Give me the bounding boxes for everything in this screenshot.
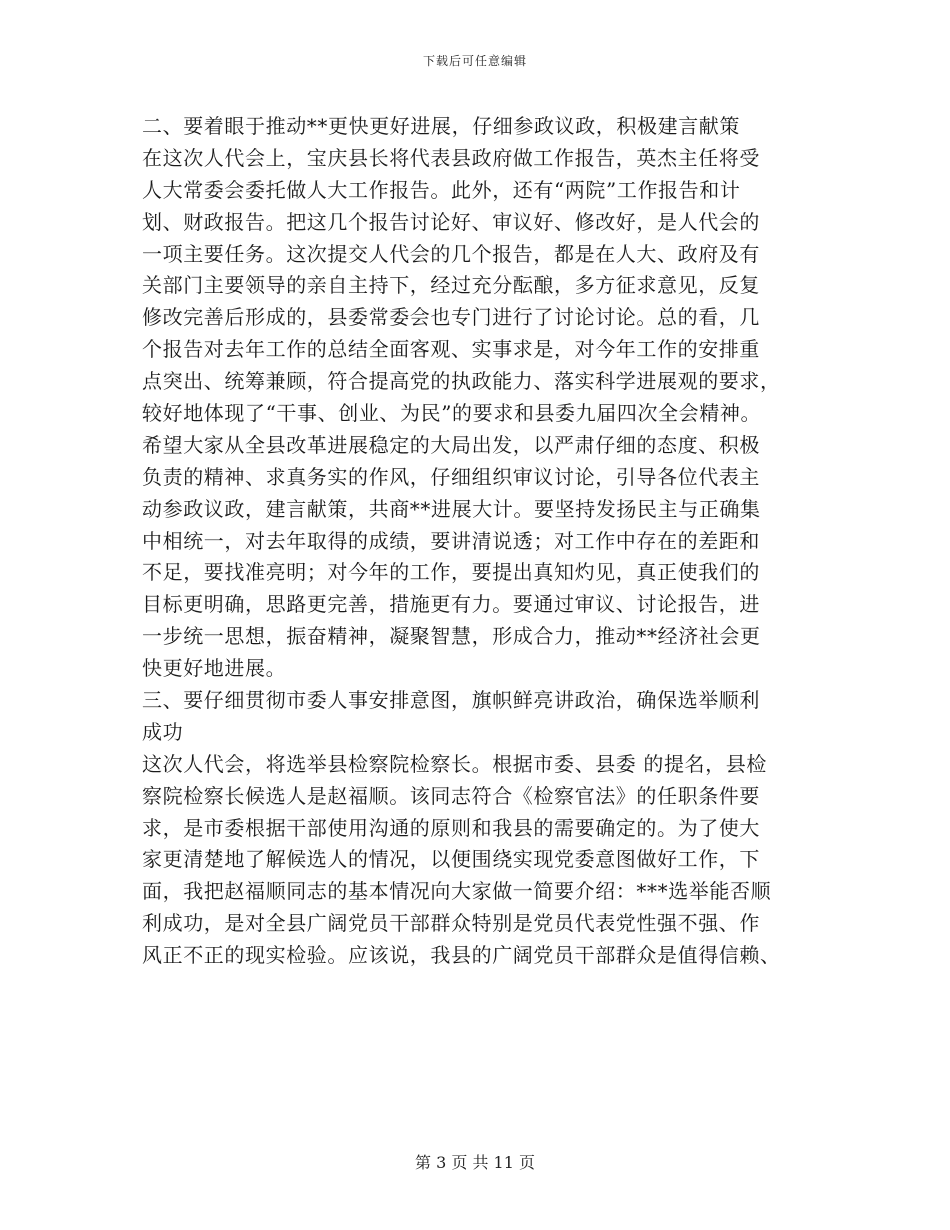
text-line: 家更清楚地了解候选人的情况，以便围绕实现党委意图做好工作，下	[142, 847, 760, 872]
text-line: 人大常委会委托做人大工作报告。此外，还有“两院”工作报告和计	[142, 177, 741, 202]
text-line: 个报告对去年工作的总结全面客观、实事求是，对今年工作的安排重	[142, 337, 760, 362]
text-line: 较好地体现了“干事、创业、为民”的要求和县委九届四次全会精神。	[142, 401, 762, 426]
text-line: 一项主要任务。这次提交人代会的几个报告，都是在人大、政府及有	[142, 241, 760, 266]
text-line: 关部门主要领导的亲自主持下，经过充分酝酿，多方征求意见，反复	[142, 273, 760, 298]
text-line: 点突出、统筹兼顾，符合提高党的执政能力、落实科学进展观的要求，	[142, 369, 781, 394]
text-line: 利成功，是对全县广阔党员干部群众特别是党员代表党性强不强、作	[142, 911, 760, 936]
text-line: 中相统一，对去年取得的成绩，要讲清说透；对工作中存在的差距和	[142, 528, 760, 553]
text-line: 这次人代会，将选举县检察院检察长。根据市委、县委 的提名，县检	[142, 751, 767, 776]
text-line: 划、财政报告。把这几个报告讨论好、审议好、修改好，是人代会的	[142, 209, 760, 234]
text-line: 风正不正的现实检验。应该说，我县的广阔党员干部群众是值得信赖、	[142, 943, 781, 968]
text-line: 希望大家从全县改革进展稳定的大局出发，以严肃仔细的态度、积极	[142, 432, 760, 457]
text-line: 在这次人代会上，宝庆县长将代表县政府做工作报告，英杰主任将受	[142, 145, 760, 170]
text-line: 面，我把赵福顺同志的基本情况向大家做一简要介绍：***选举能否顺	[142, 879, 772, 904]
text-line: 二、要着眼于推动**更快更好进展，仔细参政议政，积极建言献策	[142, 114, 740, 138]
page-header: 下载后可任意编辑	[422, 54, 527, 68]
section-heading: 三、要仔细贯彻市委人事安排意图，旗帜鲜亮讲政治，确保选举顺利	[142, 688, 760, 713]
page-number: 第 3 页 共 11 页	[415, 1153, 535, 1172]
text-line: 一步统一思想，振奋精神，凝聚智慧，形成合力，推动**经济社会更	[142, 624, 761, 649]
section-heading: 成功	[142, 719, 184, 744]
text-line: 求，是市委根据干部使用沟通的原则和我县的需要确定的。为了使大	[142, 815, 760, 840]
text-line: 修改完善后形成的，县委常委会也专门进行了讨论讨论。总的看，几	[142, 305, 760, 330]
text-line: 快更好地进展。	[142, 656, 287, 681]
text-line: 察院检察长候选人是赵福顺。该同志符合《检察官法》的任职条件要	[142, 783, 760, 808]
text-line: 目标更明确，思路更完善，措施更有力。要通过审议、讨论报告，进	[142, 592, 760, 617]
document-body	[142, 111, 812, 972]
text-line: 不足，要找准亮明；对今年的工作，要提出真知灼见，真正使我们的	[142, 560, 760, 585]
text-line: 动参政议政，建言献策，共商**进展大计。要坚持发扬民主与正确集	[142, 496, 761, 521]
text-line: 负责的精神、求真务实的作风，仔细组织审议讨论，引导各位代表主	[142, 464, 760, 489]
